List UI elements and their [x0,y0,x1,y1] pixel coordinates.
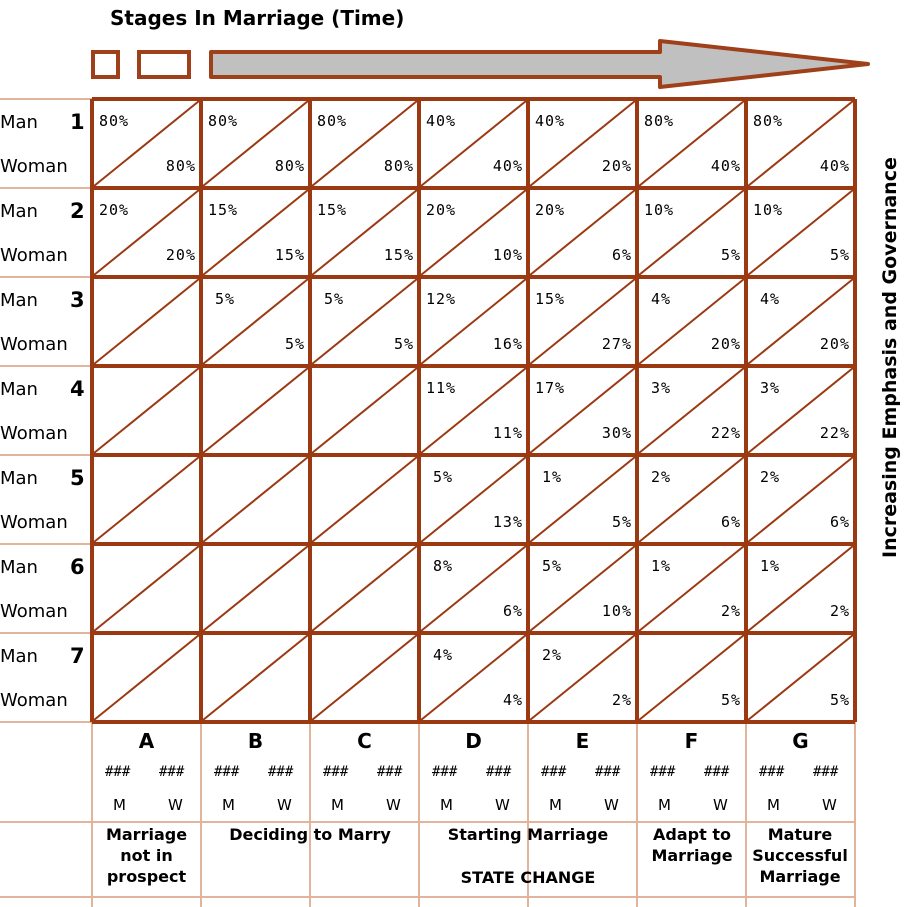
woman-percentage: 30% [601,424,632,442]
stage-label-de: Starting Marriage [447,825,609,844]
man-count-placeholder: ### [432,764,458,780]
woman-percentage: 80% [274,157,305,175]
time-arrow [211,41,868,87]
man-percentage: 40% [426,112,457,130]
stage-label-f: Adapt to Marriage [651,825,733,865]
stage-label-g: Mature Successful Marriage [752,825,848,886]
man-percentage: 20% [426,201,457,219]
row-label-man: Man [0,201,38,222]
woman-column-label: W [604,796,619,814]
woman-column-label: W [277,796,292,814]
row-label-woman: Woman [0,334,68,355]
row-label-man: Man [0,468,38,489]
row-label-man: Man [0,379,38,400]
woman-percentage: 5% [284,335,305,353]
woman-percentage: 10% [492,246,523,264]
woman-percentage: 4% [502,691,523,709]
cell-diagonal [203,546,308,631]
woman-count-placeholder: ### [377,764,403,780]
man-count-placeholder: ### [650,764,676,780]
man-column-label: M [658,796,671,814]
row-number: 3 [70,288,85,312]
man-percentage: 2% [651,468,672,486]
woman-percentage: 15% [274,246,305,264]
man-percentage: 4% [651,290,672,308]
small-square-box [93,52,118,77]
row-label-woman: Woman [0,156,68,177]
column-letter: G [792,729,809,753]
column-letter: C [357,729,372,753]
man-percentage: 17% [535,379,566,397]
cell-diagonal [312,635,417,720]
row-number: 4 [70,377,85,401]
cell-diagonal [203,457,308,542]
man-percentage: 11% [426,379,457,397]
woman-percentage: 5% [720,246,741,264]
woman-percentage: 40% [492,157,523,175]
woman-percentage: 11% [492,424,523,442]
man-percentage: 5% [542,557,563,575]
stage-label-state-change: STATE CHANGE [460,868,596,887]
woman-percentage: 22% [819,424,850,442]
medium-box [139,52,189,77]
man-percentage: 20% [99,201,130,219]
row-number: 6 [70,555,85,579]
column-letter: F [684,729,699,753]
man-count-placeholder: ### [323,764,349,780]
man-count-placeholder: ### [759,764,785,780]
man-count-placeholder: ### [214,764,240,780]
man-percentage: 10% [753,201,784,219]
man-percentage: 80% [753,112,784,130]
woman-percentage: 15% [383,246,414,264]
cell-diagonal [94,635,199,720]
row-label-woman: Woman [0,423,68,444]
man-percentage: 15% [535,290,566,308]
column-letter: E [575,729,590,753]
woman-percentage: 22% [710,424,741,442]
row-number: 5 [70,466,85,490]
man-percentage: 3% [651,379,672,397]
cell-diagonal [94,279,199,364]
man-percentage: 4% [760,290,781,308]
man-percentage: 80% [99,112,130,130]
man-percentage: 5% [433,468,454,486]
column-letter: A [138,729,155,753]
row-label-man: Man [0,290,38,311]
woman-percentage: 27% [601,335,632,353]
woman-column-label: W [822,796,837,814]
man-percentage: 5% [215,290,236,308]
man-percentage: 1% [651,557,672,575]
woman-percentage: 2% [829,602,850,620]
cell-diagonal [94,457,199,542]
woman-percentage: 20% [165,246,196,264]
woman-percentage: 10% [601,602,632,620]
man-percentage: 3% [760,379,781,397]
man-percentage: 8% [433,557,454,575]
man-percentage: 2% [542,646,563,664]
woman-column-label: W [713,796,728,814]
cell-diagonal [312,457,417,542]
woman-count-placeholder: ### [159,764,185,780]
woman-count-placeholder: ### [268,764,294,780]
man-percentage: 12% [426,290,457,308]
man-column-label: M [113,796,126,814]
woman-percentage: 5% [720,691,741,709]
woman-percentage: 6% [611,246,632,264]
woman-percentage: 16% [492,335,523,353]
man-column-label: M [440,796,453,814]
woman-percentage: 5% [393,335,414,353]
woman-percentage: 80% [165,157,196,175]
row-number: 2 [70,199,85,223]
man-column-label: M [549,796,562,814]
man-percentage: 80% [644,112,675,130]
woman-percentage: 5% [611,513,632,531]
woman-percentage: 20% [710,335,741,353]
woman-percentage: 40% [819,157,850,175]
woman-percentage: 80% [383,157,414,175]
column-letter: B [247,729,264,753]
row-number: 7 [70,644,85,668]
cell-diagonal [312,368,417,453]
row-label-woman: Woman [0,601,68,622]
man-percentage: 4% [433,646,454,664]
man-percentage: 1% [542,468,563,486]
stage-label-bc: Deciding to Marry [229,825,391,844]
diagram-title: Stages In Marriage (Time) [110,6,405,30]
woman-percentage: 6% [829,513,850,531]
man-percentage: 20% [535,201,566,219]
man-percentage: 10% [644,201,675,219]
woman-percentage: 5% [829,246,850,264]
cell-diagonal [203,635,308,720]
row-label-woman: Woman [0,690,68,711]
man-column-label: M [331,796,344,814]
cell-diagonal [94,368,199,453]
row-label-woman: Woman [0,245,68,266]
woman-column-label: W [386,796,401,814]
woman-percentage: 2% [611,691,632,709]
woman-percentage: 20% [601,157,632,175]
woman-count-placeholder: ### [704,764,730,780]
man-column-label: M [767,796,780,814]
man-percentage: 5% [324,290,345,308]
row-label-man: Man [0,112,38,133]
woman-percentage: 20% [819,335,850,353]
vertical-axis-title: Increasing Emphasis and Governance [879,157,901,558]
man-column-label: M [222,796,235,814]
man-percentage: 1% [760,557,781,575]
woman-percentage: 2% [720,602,741,620]
man-percentage: 40% [535,112,566,130]
woman-column-label: W [495,796,510,814]
row-label-woman: Woman [0,512,68,533]
man-count-placeholder: ### [541,764,567,780]
woman-percentage: 40% [710,157,741,175]
stage-label-a: Marriage not in prospect [105,825,188,886]
column-letter: D [465,729,482,753]
row-label-man: Man [0,557,38,578]
woman-percentage: 5% [829,691,850,709]
man-percentage: 2% [760,468,781,486]
woman-count-placeholder: ### [595,764,621,780]
man-count-placeholder: ### [105,764,131,780]
cell-diagonal [94,546,199,631]
man-percentage: 80% [208,112,239,130]
woman-column-label: W [168,796,183,814]
man-percentage: 15% [317,201,348,219]
row-label-man: Man [0,646,38,667]
cell-diagonal [203,368,308,453]
cell-diagonal [312,546,417,631]
woman-count-placeholder: ### [813,764,839,780]
woman-percentage: 6% [720,513,741,531]
woman-count-placeholder: ### [486,764,512,780]
woman-percentage: 13% [492,513,523,531]
man-percentage: 80% [317,112,348,130]
man-percentage: 15% [208,201,239,219]
row-number: 1 [70,110,85,134]
woman-percentage: 6% [502,602,523,620]
